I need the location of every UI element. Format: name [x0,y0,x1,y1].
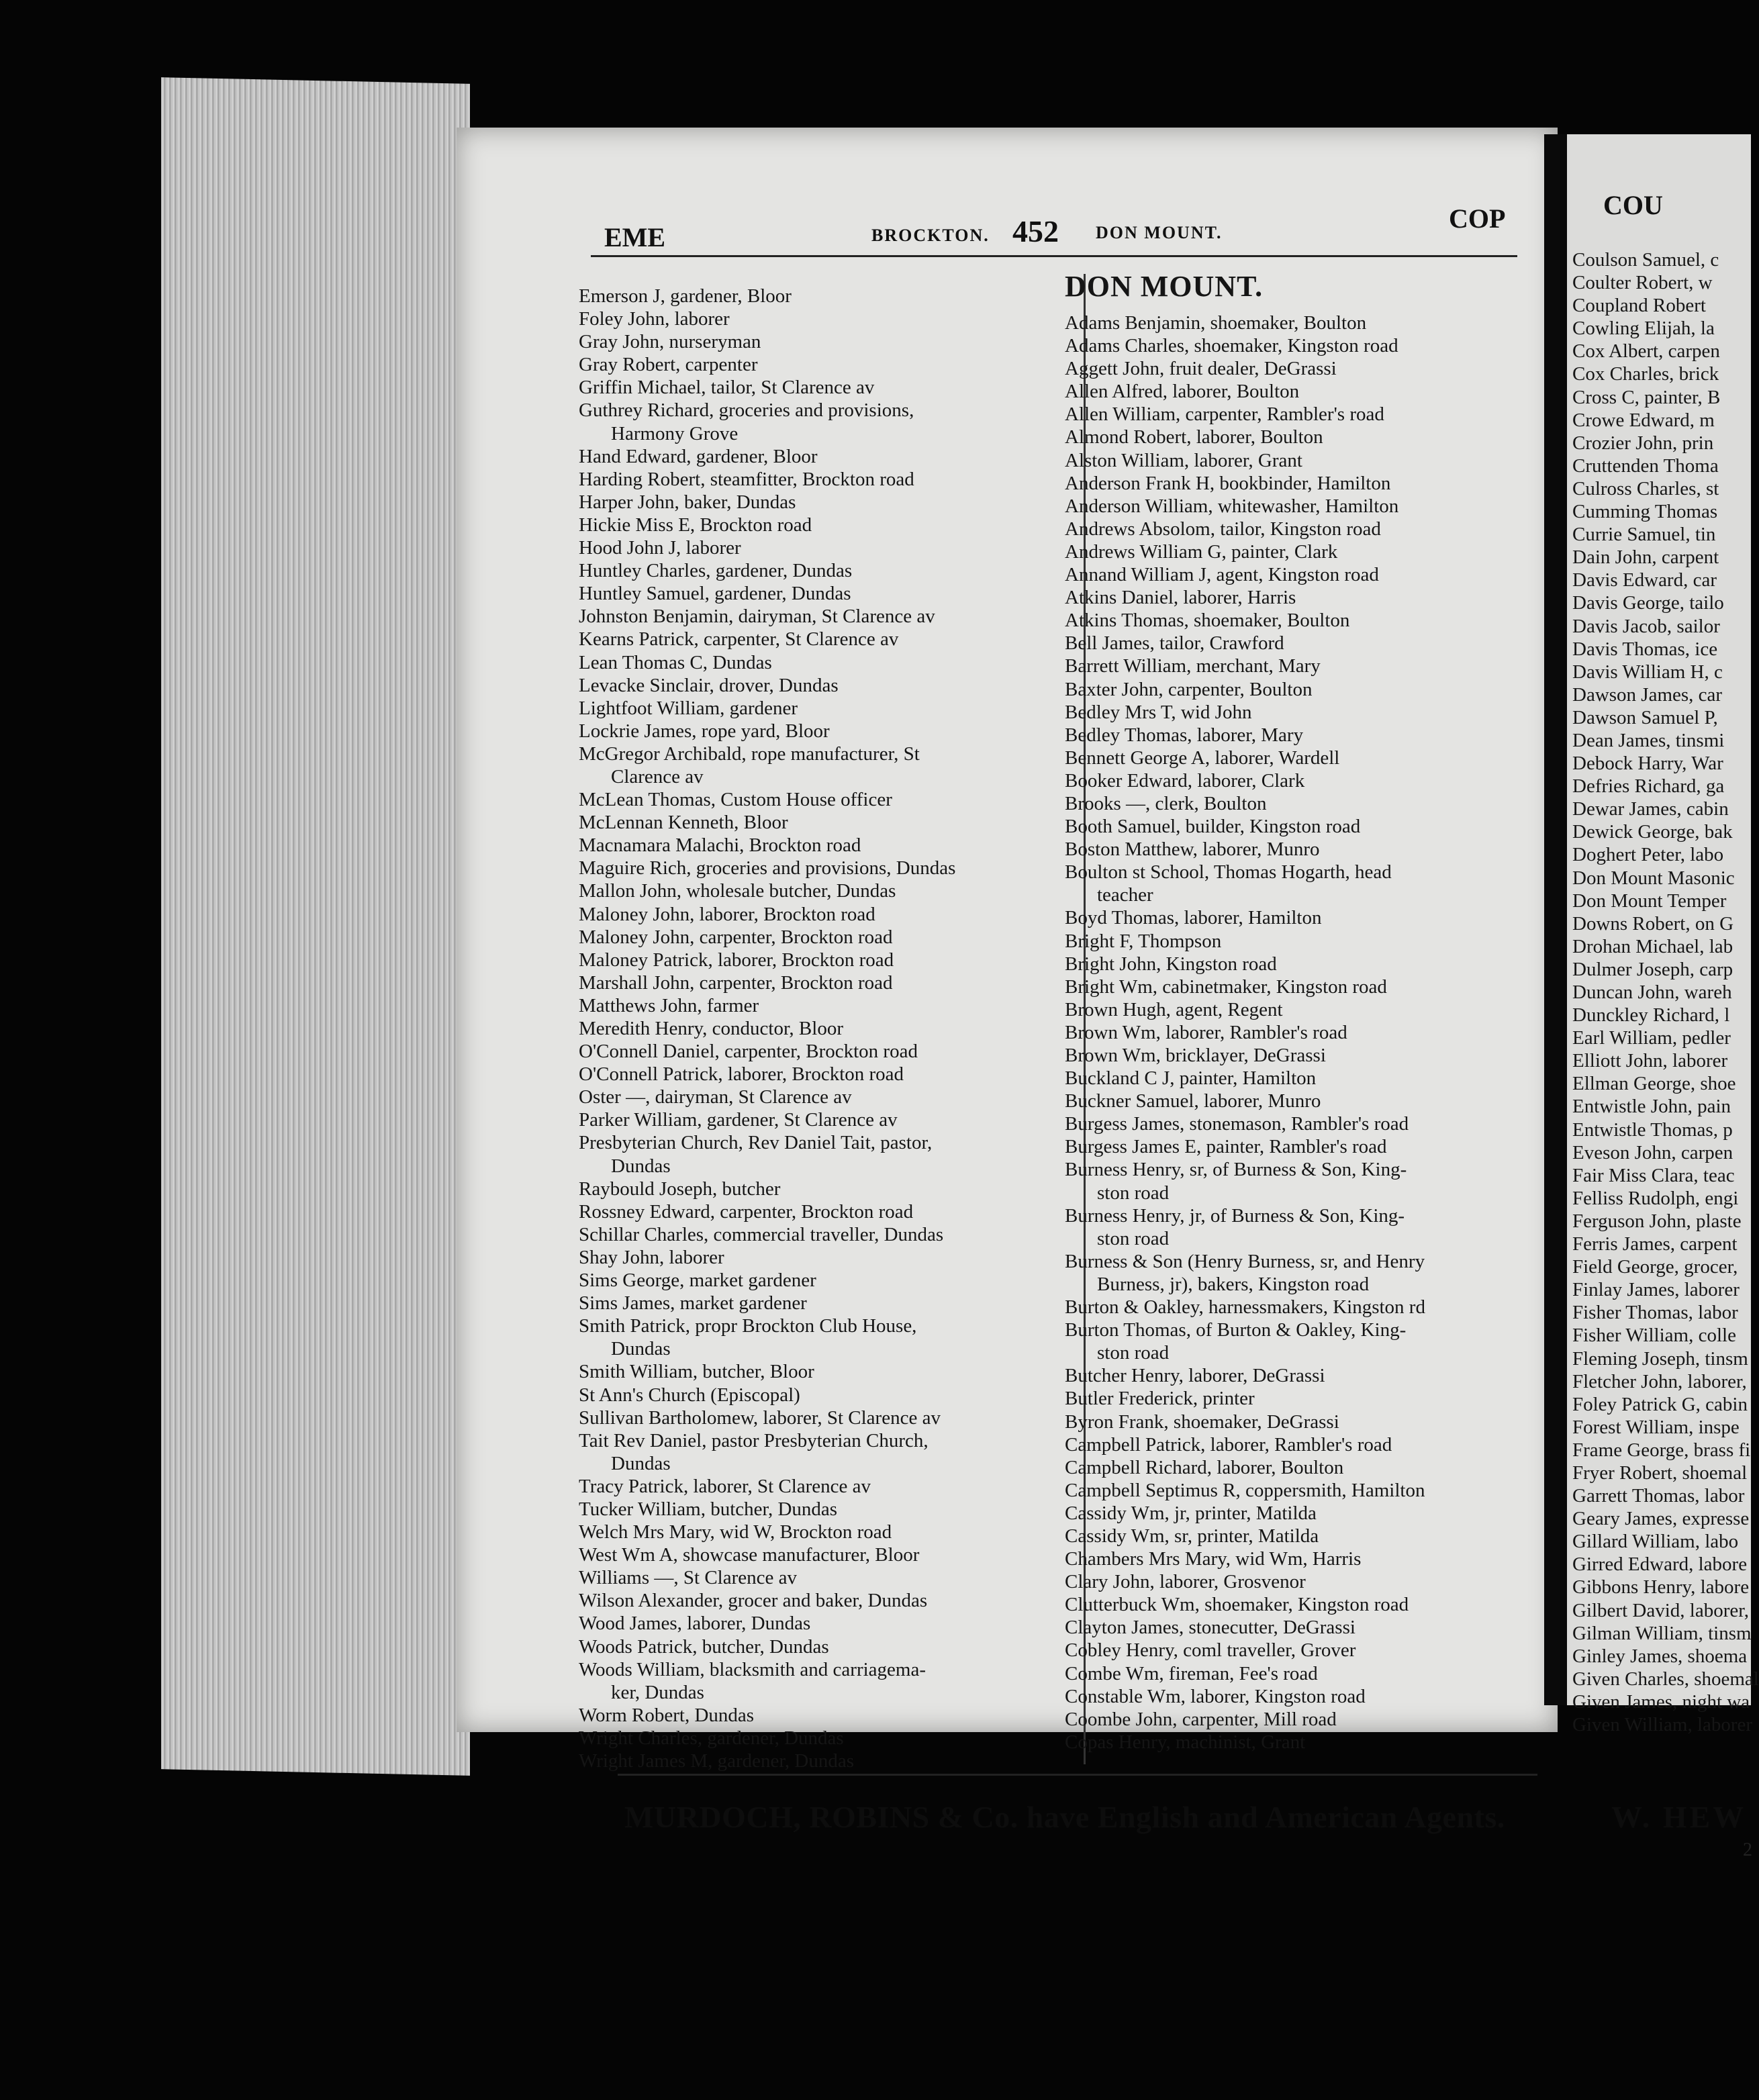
next-page-entry: Gilbert David, laborer, [1572,1599,1749,1621]
directory-entry: Meredith Henry, conductor, Bloor [579,1018,843,1039]
header-brockton: BROCKTON. [871,226,990,245]
directory-entry: Maloney John, laborer, Brockton road [579,903,875,925]
footer-rule [618,1774,1537,1776]
directory-entry: Clayton James, stonecutter, DeGrassi [1065,1617,1356,1639]
directory-entry: Bedley Thomas, laborer, Mary [1065,724,1304,746]
directory-entry: Lean Thomas C, Dundas [579,651,772,673]
directory-entry: Wright James M, gardener, Dundas [579,1750,855,1772]
book-page-edges [161,77,470,1776]
next-page-entry: Ferris James, carpent [1572,1233,1738,1255]
next-page-entry: Coupland Robert [1572,295,1706,317]
next-page-entry: Elliott John, laborer [1572,1050,1728,1072]
directory-entry: Foley John, laborer [579,308,730,330]
directory-entry: Wright Charles, gardener, Dundas [579,1727,844,1749]
next-page-entry: Doghert Peter, labo [1572,844,1724,866]
next-page-entry: Davis Edward, car [1572,569,1717,591]
next-page-entry: Finlay James, laborer [1572,1279,1740,1301]
next-page-entry: Davis Jacob, sailor [1572,615,1720,637]
directory-entry: Boston Matthew, laborer, Munro [1065,839,1320,861]
next-page-entry: Fryer Robert, shoemal [1572,1462,1748,1484]
page-number: 452 [1012,214,1059,248]
directory-entry: Emerson J, gardener, Bloor [579,285,792,307]
next-page-entry: Crozier John, prin [1572,432,1714,454]
next-page-entry: Davis Thomas, ice [1572,638,1718,660]
next-page-entry: Frame George, brass fi [1572,1439,1751,1461]
next-page-entry: Drohan Michael, lab [1572,935,1733,957]
directory-entry: Griffin Michael, tailor, St Clarence av [579,377,875,399]
next-page-entry: Fisher William, colle [1572,1325,1736,1347]
directory-entry: Dundas [611,1338,671,1360]
next-page-entry: Cruttenden Thoma [1572,455,1719,477]
directory-entry: Marshall John, carpenter, Brockton road [579,971,893,994]
directory-entry: St Ann's Church (Episcopal) [579,1384,800,1406]
directory-entry: Adams Charles, shoemaker, Kingston road [1065,335,1398,357]
directory-entry: Allen William, carpenter, Rambler's road [1065,403,1384,426]
directory-entry: Barrett William, merchant, Mary [1065,655,1321,677]
directory-entry: Wood James, laborer, Dundas [579,1613,811,1635]
directory-entry: Tucker William, butcher, Dundas [579,1498,838,1520]
directory-entry: Hand Edward, gardener, Bloor [579,445,818,467]
directory-entry: Combe Wm, fireman, Fee's road [1065,1662,1318,1684]
directory-entry: Smith Patrick, propr Brockton Club House, [579,1315,917,1337]
directory-entry: Rossney Edward, carpenter, Brockton road [579,1200,914,1223]
directory-entry: O'Connell Patrick, laborer, Brockton road [579,1063,904,1086]
directory-entry: Bright F, Thompson [1065,930,1222,952]
next-page-entry: Fair Miss Clara, teac [1572,1164,1735,1186]
directory-entry: Butcher Henry, laborer, DeGrassi [1065,1365,1325,1387]
directory-entry: Boulton st School, Thomas Hogarth, head [1065,861,1392,884]
directory-entry: Huntley Charles, gardener, Dundas [579,560,853,582]
directory-entry: Buckner Samuel, laborer, Munro [1065,1090,1321,1112]
header-rule [591,255,1517,257]
directory-entry: Constable Wm, laborer, Kingston road [1065,1685,1366,1707]
next-page-entry: Don Mount Masonic [1572,867,1735,889]
next-page-entry: Downs Robert, on G [1572,912,1734,935]
next-page-entry: Gilman William, tinsm [1572,1622,1752,1644]
directory-entry: Alston William, laborer, Grant [1065,449,1302,471]
directory-entry: McGregor Archibald, rope manufacturer, St [579,743,920,765]
directory-entry: Allen Alfred, laborer, Boulton [1065,381,1300,403]
next-page-entry: Given Charles, shoemal [1572,1668,1759,1690]
directory-entry: Almond Robert, laborer, Boulton [1065,426,1323,448]
next-page-entry: Cox Albert, carpen [1572,340,1720,363]
next-page-corner-mark: 2 [1743,1840,1752,1860]
directory-entry: Presbyterian Church, Rev Daniel Tait, pastor, [579,1132,933,1154]
next-page-entry: Dewar James, cabin [1572,798,1729,820]
next-page-entry: Cox Charles, brick [1572,363,1719,385]
directory-entry: Cobley Henry, coml traveller, Grover [1065,1639,1356,1662]
next-page-entry: Dunckley Richard, l [1572,1004,1730,1027]
next-page-entry: Entwistle Thomas, p [1572,1118,1733,1141]
directory-entry: Lightfoot William, gardener [579,697,798,719]
next-page-entry: Forest William, inspe [1572,1416,1740,1438]
directory-entry: Cassidy Wm, jr, printer, Matilda [1065,1502,1317,1524]
next-page-entry: Fisher Thomas, labor [1572,1302,1738,1324]
directory-entry: Brown Wm, bricklayer, DeGrassi [1065,1045,1326,1066]
directory-entry: Lockrie James, rope yard, Bloor [579,720,830,742]
directory-entry: Shay John, laborer [579,1246,724,1268]
next-page-entry: Given William, laborer [1572,1714,1753,1735]
directory-entry: Bright Wm, cabinetmaker, Kingston road [1065,975,1387,998]
next-page-entry: Gillard William, labo [1572,1531,1739,1553]
next-page-entry: Dulmer Joseph, carp [1572,958,1733,980]
directory-entry: O'Connell Daniel, carpenter, Brockton road [579,1041,918,1063]
directory-entry: Atkins Daniel, laborer, Harris [1065,587,1296,609]
directory-entry: Dundas [611,1452,671,1474]
next-page-entry: Dewick George, bak [1572,821,1733,843]
directory-entry: Wilson Alexander, grocer and baker, Dundas [579,1590,928,1612]
directory-entry: Clary John, laborer, Grosvenor [1065,1571,1306,1593]
directory-entry: Gray John, nurseryman [579,331,761,353]
directory-entry: Bright John, Kingston road [1065,953,1277,975]
directory-entry: Booth Samuel, builder, Kingston road [1065,816,1361,838]
directory-entry: Booker Edward, laborer, Clark [1065,769,1305,792]
directory-entry: Campbell Patrick, laborer, Rambler's road [1065,1433,1392,1455]
directory-entry: McLean Thomas, Custom House officer [579,789,892,811]
directory-entry: Brown Hugh, agent, Regent [1065,998,1283,1020]
directory-entry: Huntley Samuel, gardener, Dundas [579,583,851,605]
next-page-entry: Duncan John, wareh [1572,982,1732,1003]
directory-entry: Burgess James, stonemason, Rambler's road [1065,1113,1409,1135]
next-page-entry: Foley Patrick G, cabin [1572,1393,1748,1415]
next-page-entry: Fleming Joseph, tinsm [1572,1347,1748,1370]
next-page-entry: Ellman George, shoe [1572,1073,1736,1095]
directory-entry: Tracy Patrick, laborer, St Clarence av [579,1475,871,1497]
directory-entry: ston road [1097,1227,1170,1249]
directory-entry: Harmony Grove [611,422,739,444]
next-page-entry: Davis William H, c [1572,661,1723,683]
next-page-header-key: COU [1603,190,1663,220]
next-page-entry: Ferguson John, plaste [1572,1210,1742,1232]
directory-entry: Kearns Patrick, carpenter, St Clarence av [579,628,899,651]
directory-entry: Schillar Charles, commercial traveller, Dundas [579,1223,944,1245]
next-page-entry: Ginley James, shoema [1572,1645,1748,1667]
directory-entry: Matthews John, farmer [579,994,759,1016]
directory-entry: Andrews William G, painter, Clark [1065,540,1338,563]
directory-entry: Harding Robert, steamfitter, Brockton road [579,468,914,490]
directory-entry: teacher [1097,884,1153,906]
don-mount-listing-column [1065,271,1535,1754]
directory-entry: Byron Frank, shoemaker, DeGrassi [1065,1411,1339,1433]
directory-entry: Chambers Mrs Mary, wid Wm, Harris [1065,1548,1362,1570]
directory-entry: Sims James, market gardener [579,1292,807,1315]
next-page-entry: Cross C, painter, B [1572,386,1721,408]
header-don-mount: DON MOUNT. [1096,223,1223,242]
directory-entry: Butler Frederick, printer [1065,1388,1255,1410]
directory-entry: Aggett John, fruit dealer, DeGrassi [1065,358,1337,380]
directory-entry: Buckland C J, painter, Hamilton [1065,1067,1317,1090]
directory-entry: Bedley Mrs T, wid John [1065,701,1252,723]
next-page-entry: Garrett Thomas, labor [1572,1485,1745,1507]
directory-entry: Maloney John, carpenter, Brockton road [579,926,893,948]
directory-entry: Johnston Benjamin, dairyman, St Clarence av [579,606,935,628]
next-page-entry: Don Mount Temper [1572,890,1727,912]
directory-entry: ker, Dundas [611,1681,704,1703]
next-page-entry: Cowling Elijah, la [1572,318,1715,340]
directory-entry: Raybould Joseph, butcher [579,1178,781,1200]
next-page-entry: Culross Charles, st [1572,477,1719,499]
next-page-advert: W. HEW [1611,1800,1747,1834]
next-page-entry: Cumming Thomas [1572,501,1718,523]
directory-entry: West Wm A, showcase manufacturer, Bloor [579,1544,920,1566]
directory-entry: Worm Robert, Dundas [579,1704,755,1726]
directory-entry: Welch Mrs Mary, wid W, Brockton road [579,1521,892,1543]
directory-entry: Brown Wm, laborer, Rambler's road [1065,1021,1347,1043]
directory-entry: Sims George, market gardener [579,1270,816,1292]
directory-entry: Burness Henry, jr, of Burness & Son, King- [1065,1204,1405,1227]
next-page-entry: Earl William, pedler [1572,1027,1731,1049]
directory-entry: Coombe John, carpenter, Mill road [1065,1708,1337,1730]
directory-entry: Hickie Miss E, Brockton road [579,514,812,536]
footer-advert: MURDOCH, ROBINS & Co. have English and American Agents. [624,1800,1505,1834]
next-page-entry: Dawson Samuel P, [1572,706,1718,728]
next-page-entry: Gibbons Henry, labore [1572,1576,1750,1598]
directory-entry: Burgess James E, painter, Rambler's road [1065,1136,1387,1158]
directory-entry: Gray Robert, carpenter [579,354,758,376]
directory-entry: ston road [1097,1182,1170,1204]
directory-entry: Levacke Sinclair, drover, Dundas [579,674,839,696]
next-page-entry: Entwistle John, pain [1572,1096,1731,1118]
header-right-key: COP [1449,203,1506,234]
directory-entry: Oster —, dairyman, St Clarence av [579,1086,852,1108]
next-page-entry: Girred Edward, labore [1572,1554,1748,1576]
directory-entry: Parker William, gardener, St Clarence av [579,1109,898,1131]
directory-entry: Burton & Oakley, harnessmakers, Kingston rd [1065,1296,1425,1319]
directory-entry: Smith William, butcher, Bloor [579,1361,814,1383]
next-page-entry: Defries Richard, ga [1572,775,1725,798]
directory-entry: Bennett George A, laborer, Wardell [1065,747,1340,769]
directory-entry: Tait Rev Daniel, pastor Presbyterian Church, [579,1429,929,1451]
directory-entry: Adams Benjamin, shoemaker, Boulton [1065,312,1367,334]
directory-entry: Burness, jr), bakers, Kingston road [1097,1273,1370,1295]
next-page-entry: Eveson John, carpen [1572,1141,1733,1163]
directory-entry: Boyd Thomas, laborer, Hamilton [1065,907,1322,929]
next-page-entry: Field George, grocer, [1572,1256,1738,1278]
directory-entry: Burness Henry, sr, of Burness & Son, King- [1065,1159,1407,1181]
directory-entry: Maloney Patrick, laborer, Brockton road [579,949,894,971]
next-page-entry: Dawson James, car [1572,683,1723,706]
directory-entry: Mallon John, wholesale butcher, Dundas [579,880,896,902]
directory-entry: Hood John J, laborer [579,537,741,559]
next-page-entry: Debock Harry, War [1572,753,1723,775]
directory-entry: Burness & Son (Henry Burness, sr, and Henry [1065,1250,1425,1272]
directory-entry: Annand William J, agent, Kingston road [1065,564,1379,586]
directory-entry: ston road [1097,1342,1170,1364]
header-left-key: EME [604,222,666,252]
next-page-entry: Given James, night wa [1572,1690,1750,1713]
next-page-entry: Davis George, tailo [1572,592,1724,614]
directory-entry: Williams —, St Clarence av [579,1567,798,1589]
section-title-don-mount: DON MOUNT. [1065,270,1264,303]
directory-entry: Anderson Frank H, bookbinder, Hamilton [1065,472,1391,494]
directory-entry: Woods William, blacksmith and carriagema- [579,1658,926,1680]
directory-entry: Baxter John, carpenter, Boulton [1065,678,1313,700]
directory-entry: Woods Patrick, butcher, Dundas [579,1635,829,1658]
page-gutter [1544,134,1567,1705]
next-page-entry: Crowe Edward, m [1572,409,1715,431]
directory-entry: McLennan Kenneth, Bloor [579,812,788,834]
directory-entry: Anderson William, whitewasher, Hamilton [1065,495,1399,517]
directory-entry: Andrews Absolom, tailor, Kingston road [1065,518,1381,540]
directory-entry: Guthrey Richard, groceries and provisions, [579,399,914,422]
directory-entry: Campbell Septimus R, coppersmith, Hamilton [1065,1479,1425,1501]
brockton-listing-column [579,285,1076,1772]
directory-entry: Campbell Richard, laborer, Boulton [1065,1456,1344,1478]
directory-entry: Clutterbuck Wm, shoemaker, Kingston road [1065,1594,1409,1616]
directory-entry: Macnamara Malachi, Brockton road [579,834,861,857]
directory-entry: Cassidy Wm, sr, printer, Matilda [1065,1525,1319,1547]
directory-entry: Copas Henry, machinist, Grant [1065,1731,1306,1753]
directory-entry: Harper John, baker, Dundas [579,491,796,513]
next-page-entry: Dean James, tinsmi [1572,729,1725,751]
next-page-entry: Coulson Samuel, c [1572,249,1719,271]
next-page-entry: Felliss Rudolph, engi [1572,1187,1739,1209]
next-page-entry: Fletcher John, laborer, [1572,1370,1747,1392]
directory-entry: Dundas [611,1155,671,1177]
next-page-entry: Currie Samuel, tin [1572,524,1716,546]
directory-entry: Atkins Thomas, shoemaker, Boulton [1065,610,1350,632]
next-page-listing-column [1572,248,1759,1736]
directory-entry: Brooks —, clerk, Boulton [1065,792,1267,814]
next-page-entry: Coulter Robert, w [1572,272,1713,294]
directory-entry: Sullivan Bartholomew, laborer, St Clarence av [579,1406,941,1429]
directory-entry: Maguire Rich, groceries and provisions, Dundas [579,857,956,879]
next-page-entry: Geary James, expresse [1572,1508,1750,1530]
directory-entry: Bell James, tailor, Crawford [1065,632,1284,655]
next-page-entry: Dain John, carpent [1572,546,1719,569]
directory-entry: Burton Thomas, of Burton & Oakley, King- [1065,1319,1407,1341]
directory-entry: Clarence av [611,765,704,787]
